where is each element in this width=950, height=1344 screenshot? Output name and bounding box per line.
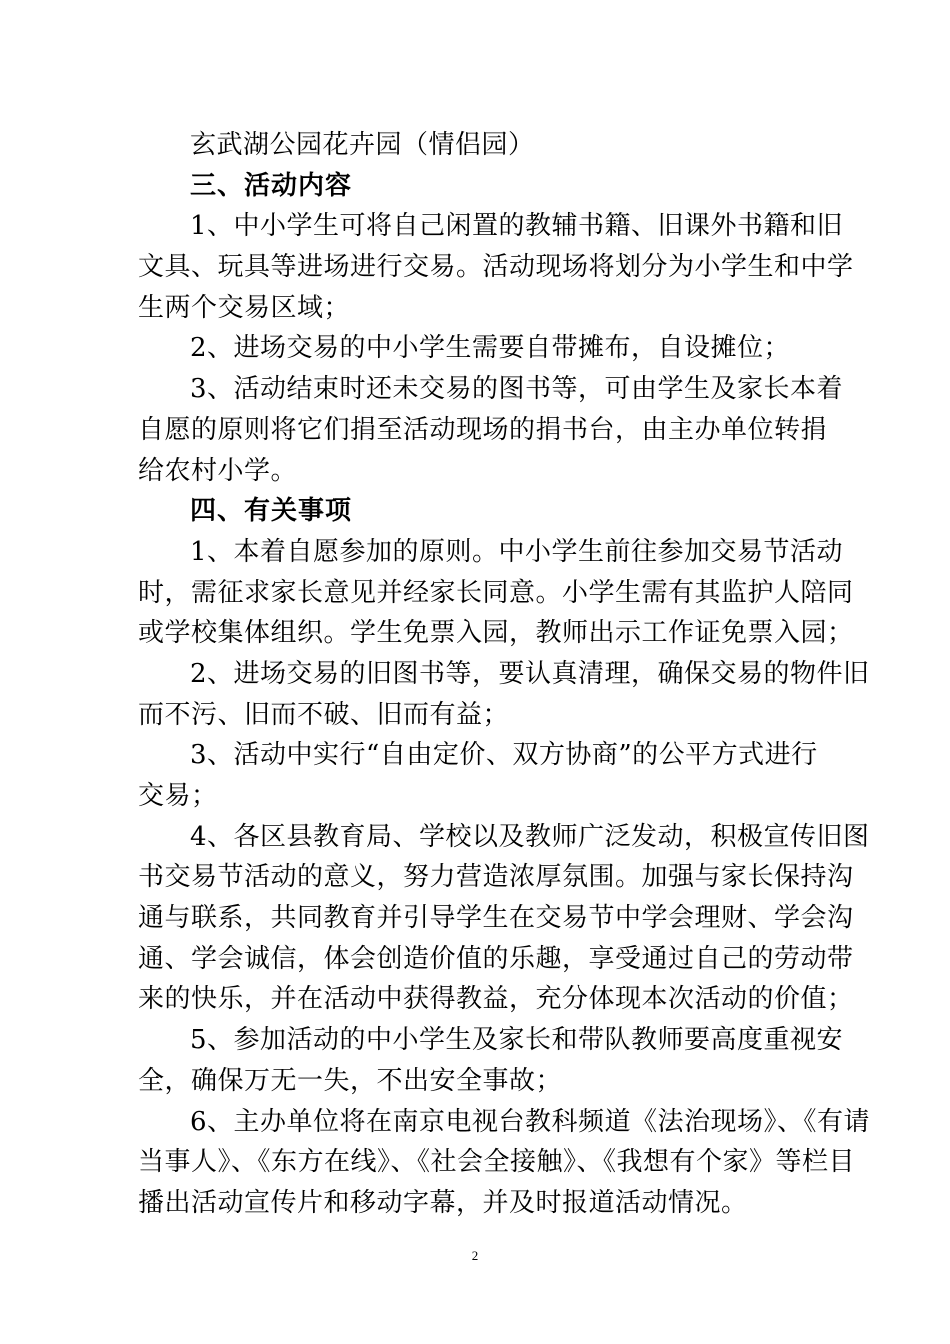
text-line: 2、进场交易的旧图书等，要认真清理，确保交易的物件旧 — [190, 658, 870, 689]
text-line: 通与联系，共同教育并引导学生在交易节中学会理财、学会沟 — [138, 903, 854, 934]
text-line: 而不污、旧而不破、旧而有益； — [138, 699, 510, 730]
text-line: 通、学会诚信，体会创造价值的乐趣，享受通过自己的劳动带 — [138, 943, 854, 974]
section-heading: 三、活动内容 — [190, 170, 353, 201]
text-line: 文具、玩具等进场进行交易。活动现场将划分为小学生和中学 — [138, 252, 854, 283]
text-line: 时，需征求家长意见并经家长同意。小学生需有其监护人陪同 — [138, 577, 854, 608]
text-line: 4、各区县教育局、学校以及教师广泛发动，积极宣传旧图 — [190, 821, 870, 852]
text-line: 1、本着自愿参加的原则。中小学生前往参加交易节活动 — [190, 536, 844, 567]
text-line: 1、中小学生可将自己闲置的教辅书籍、旧课外书籍和旧 — [190, 211, 844, 242]
text-line: 5、参加活动的中小学生及家长和带队教师要高度重视安 — [190, 1025, 844, 1056]
text-line: 播出活动宣传片和移动字幕，并及时报道活动情况。 — [138, 1187, 748, 1218]
text-line: 或学校集体组织。学生免票入园，教师出示工作证免票入园； — [138, 618, 854, 649]
text-line: 全，确保万无一失，不出安全事故； — [138, 1065, 563, 1096]
page-number: 2 — [471, 1248, 479, 1263]
text-line: 自愿的原则将它们捐至活动现场的捐书台，由主办单位转捐 — [138, 414, 828, 445]
text-line: 生两个交易区域； — [138, 292, 351, 323]
text-line: 当事人》、《东方在线》、《社会全接触》、《我想有个家》等栏目 — [138, 1147, 856, 1178]
text-line: 3、活动结束时还未交易的图书等，可由学生及家长本着 — [190, 374, 844, 405]
section-heading: 四、有关事项 — [190, 496, 353, 527]
text-line: 给农村小学。 — [138, 455, 298, 486]
text-line: 6、主办单位将在南京电视台教科频道《法治现场》、《有请 — [190, 1106, 871, 1137]
text-line: 交易； — [138, 781, 218, 811]
text-line: 玄武湖公园花卉园（情侣园） — [190, 130, 535, 160]
text-line: 书交易节活动的意义，努力营造浓厚氛围。加强与家长保持沟 — [138, 862, 854, 893]
text-line: 3、活动中实行“自由定价、双方协商”的公平方式进行 — [190, 740, 818, 771]
document-body — [138, 125, 871, 1224]
text-line: 来的快乐，并在活动中获得教益，充分体现本次活动的价值； — [138, 984, 854, 1015]
text-line: 2、进场交易的中小学生需要自带摊布，自设摊位； — [190, 333, 791, 364]
